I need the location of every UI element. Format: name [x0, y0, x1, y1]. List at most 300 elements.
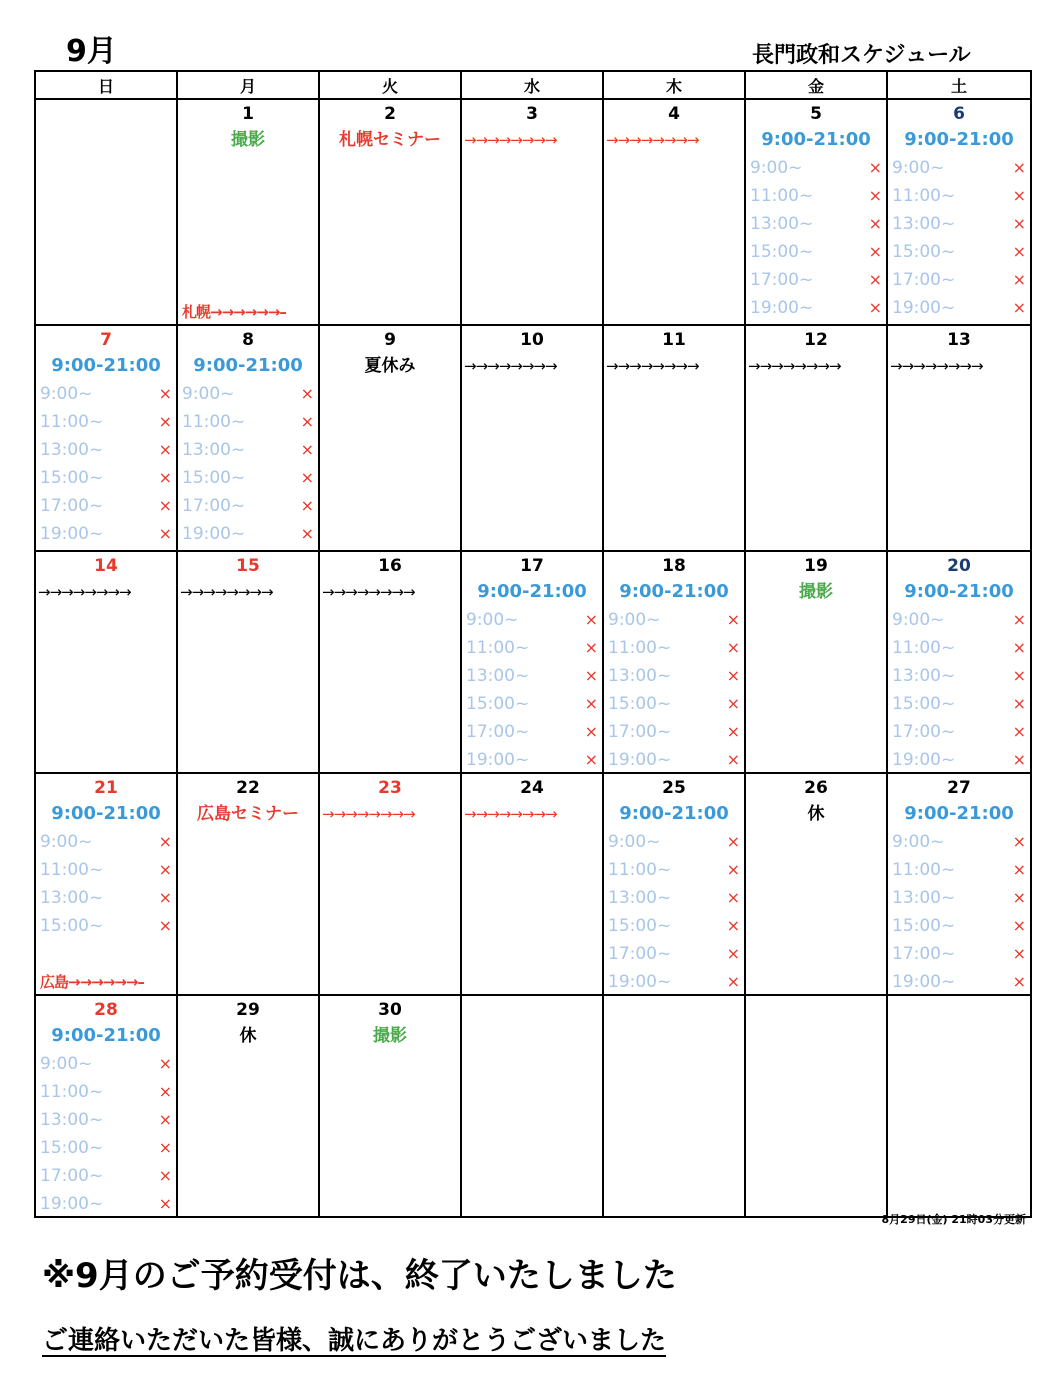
time-slot: [36, 436, 176, 464]
continuation-arrow: →→→→→→→→: [38, 583, 131, 601]
unavailable-mark: ×: [726, 888, 740, 907]
day-cell-content: [178, 996, 318, 1216]
weekday-header: 水: [461, 71, 603, 99]
business-hours: 9:00-21:00: [904, 581, 1014, 602]
day-number: 27: [947, 778, 971, 798]
time-slot: [462, 662, 602, 690]
business-hours: 9:00-21:00: [477, 581, 587, 602]
time-slot-label: 17:00~: [608, 944, 672, 964]
unavailable-mark: ×: [1012, 750, 1026, 769]
event-note: 撮影: [799, 582, 833, 602]
unavailable-mark: ×: [1012, 270, 1026, 289]
weekday-header-row: [35, 71, 1031, 99]
day-cell-content: [320, 774, 460, 994]
last-updated: 8月29日(金) 21時03分更新: [881, 1213, 1026, 1226]
day-cell: [887, 99, 1031, 325]
day-number: 28: [94, 1000, 118, 1020]
time-slot: [888, 884, 1030, 912]
day-cell-content: [462, 774, 602, 994]
day-number: 5: [810, 104, 822, 124]
time-slot-label: 13:00~: [40, 888, 104, 908]
day-cell-content: [746, 552, 886, 772]
continuation-arrow: →→→→→→→→: [322, 583, 415, 601]
time-slot: [36, 464, 176, 492]
unavailable-mark: ×: [726, 610, 740, 629]
weekday-header: 月: [177, 71, 319, 99]
day-number: [462, 996, 602, 1022]
business-hours: 9:00-21:00: [193, 355, 303, 376]
day-cell-content: [604, 552, 744, 772]
time-slot: [604, 606, 744, 634]
time-slot-label: 13:00~: [40, 440, 104, 460]
weekday-header: 火: [319, 71, 461, 99]
time-slot-label: 9:00~: [892, 832, 945, 852]
time-slot: [462, 690, 602, 718]
weekday-header: 日: [35, 71, 177, 99]
schedule-title: 長門政和スケジュール: [752, 43, 971, 68]
business-hours: 9:00-21:00: [904, 129, 1014, 150]
day-cell-content: [462, 552, 602, 772]
time-slot-label: 15:00~: [892, 694, 956, 714]
day-cell: [887, 325, 1031, 551]
calendar-body: [35, 99, 1031, 1217]
unavailable-mark: ×: [726, 750, 740, 769]
day-cell: [177, 995, 319, 1217]
time-slot-label: 9:00~: [892, 610, 945, 630]
unavailable-mark: ×: [726, 694, 740, 713]
time-slot: [604, 828, 744, 856]
day-cell: [35, 551, 177, 773]
time-slot: [178, 380, 318, 408]
time-slot-label: 13:00~: [608, 888, 672, 908]
day-number: 9: [384, 330, 396, 350]
unavailable-mark: ×: [158, 496, 172, 515]
unavailable-mark: ×: [726, 832, 740, 851]
unavailable-mark: ×: [726, 972, 740, 991]
unavailable-mark: ×: [158, 860, 172, 879]
continuation-arrow: →→→→→→→→: [606, 357, 699, 375]
unavailable-mark: ×: [158, 832, 172, 851]
day-cell-content: [888, 100, 1030, 324]
day-cell: [461, 995, 603, 1217]
time-slot: [36, 1106, 176, 1134]
time-slot-label: 11:00~: [892, 186, 956, 206]
time-slot-label: 9:00~: [40, 384, 93, 404]
unavailable-mark: ×: [726, 722, 740, 741]
time-slot: [36, 1050, 176, 1078]
business-hours: 9:00-21:00: [51, 803, 161, 824]
time-slot-label: 19:00~: [40, 524, 104, 544]
day-cell-content: [888, 774, 1030, 994]
time-slot: [888, 238, 1030, 266]
day-cell: [461, 325, 603, 551]
day-number: 15: [236, 556, 260, 576]
day-number: 22: [236, 778, 260, 798]
time-slot: [178, 464, 318, 492]
day-number: 30: [378, 1000, 402, 1020]
time-slot: [888, 154, 1030, 182]
unavailable-mark: ×: [584, 638, 598, 657]
day-cell-content: [604, 326, 744, 550]
day-cell-content: [178, 326, 318, 550]
day-number: [604, 996, 744, 1022]
unavailable-mark: ×: [1012, 832, 1026, 851]
day-cell: [35, 773, 177, 995]
time-slot-label: 9:00~: [466, 610, 519, 630]
unavailable-mark: ×: [1012, 888, 1026, 907]
day-cell: [887, 995, 1031, 1217]
time-slot: [178, 408, 318, 436]
day-number: 19: [804, 556, 828, 576]
unavailable-mark: ×: [868, 270, 882, 289]
time-slot-label: 19:00~: [892, 972, 956, 992]
week-row: [35, 551, 1031, 773]
unavailable-mark: ×: [584, 666, 598, 685]
time-slot-label: 17:00~: [182, 496, 246, 516]
time-slot-label: 13:00~: [182, 440, 246, 460]
day-number: 24: [520, 778, 544, 798]
calendar-table: [34, 70, 1032, 1218]
unavailable-mark: ×: [868, 214, 882, 233]
time-slot-label: 9:00~: [182, 384, 235, 404]
day-number: 17: [520, 556, 544, 576]
day-number: 10: [520, 330, 544, 350]
day-number: 20: [947, 556, 971, 576]
time-slot-label: 11:00~: [892, 860, 956, 880]
trip-arrow: 広島→→→→→→–: [40, 973, 144, 991]
event-note: 夏休み: [364, 356, 416, 376]
unavailable-mark: ×: [584, 694, 598, 713]
day-cell: [745, 99, 887, 325]
time-slot: [36, 1162, 176, 1190]
unavailable-mark: ×: [158, 412, 172, 431]
day-cell: [177, 551, 319, 773]
day-cell: [745, 773, 887, 995]
day-cell-content: [604, 100, 744, 324]
day-cell-content: [36, 552, 176, 772]
day-cell: [35, 995, 177, 1217]
day-number: 13: [947, 330, 971, 350]
continuation-arrow: →→→→→→→→: [464, 131, 557, 149]
event-note: 撮影: [373, 1026, 407, 1046]
time-slot: [36, 856, 176, 884]
time-slot: [36, 828, 176, 856]
day-cell: [319, 995, 461, 1217]
day-cell: [603, 99, 745, 325]
time-slot-label: 19:00~: [892, 750, 956, 770]
time-slot: [888, 912, 1030, 940]
day-cell-content: [320, 996, 460, 1216]
day-cell: [35, 99, 177, 325]
day-number: 16: [378, 556, 402, 576]
time-slot: [462, 718, 602, 746]
continuation-arrow: →→→→→→→→: [606, 131, 699, 149]
event-note: 撮影: [231, 130, 265, 150]
weekday-header: 土: [887, 71, 1031, 99]
unavailable-mark: ×: [1012, 242, 1026, 261]
continuation-arrow: →→→→→→→→: [464, 805, 557, 823]
unavailable-mark: ×: [726, 860, 740, 879]
time-slot-label: 13:00~: [892, 666, 956, 686]
continuation-arrow: →→→→→→→→: [748, 357, 841, 375]
unavailable-mark: ×: [1012, 944, 1026, 963]
time-slot: [604, 940, 744, 968]
time-slot-label: 9:00~: [750, 158, 803, 178]
time-slot-label: 19:00~: [608, 750, 672, 770]
day-cell: [319, 99, 461, 325]
time-slot: [36, 380, 176, 408]
unavailable-mark: ×: [1012, 916, 1026, 935]
time-slot-label: 19:00~: [40, 1194, 104, 1214]
time-slot-label: 15:00~: [466, 694, 530, 714]
time-slot: [36, 884, 176, 912]
time-slot: [746, 154, 886, 182]
unavailable-mark: ×: [300, 496, 314, 515]
weekday-header: 木: [603, 71, 745, 99]
day-cell: [461, 99, 603, 325]
day-number: 18: [662, 556, 686, 576]
unavailable-mark: ×: [158, 888, 172, 907]
time-slot: [888, 294, 1030, 322]
unavailable-mark: ×: [1012, 610, 1026, 629]
time-slot-label: 11:00~: [608, 860, 672, 880]
time-slot: [604, 884, 744, 912]
day-cell-content: [320, 552, 460, 772]
business-hours: 9:00-21:00: [761, 129, 871, 150]
unavailable-mark: ×: [158, 524, 172, 543]
day-cell-content: [604, 774, 744, 994]
unavailable-mark: ×: [300, 384, 314, 403]
unavailable-mark: ×: [584, 722, 598, 741]
time-slot: [888, 690, 1030, 718]
weekday-header: 金: [745, 71, 887, 99]
time-slot-label: 13:00~: [466, 666, 530, 686]
time-slot: [36, 912, 176, 940]
day-cell: [177, 773, 319, 995]
day-number: [746, 996, 886, 1022]
day-cell: [745, 325, 887, 551]
time-slot: [178, 492, 318, 520]
time-slot: [36, 520, 176, 548]
day-number: 8: [242, 330, 254, 350]
time-slot-label: 13:00~: [608, 666, 672, 686]
time-slot: [604, 968, 744, 995]
time-slot: [888, 968, 1030, 995]
time-slot-label: 9:00~: [608, 832, 661, 852]
time-slot: [462, 606, 602, 634]
time-slot: [888, 182, 1030, 210]
continuation-arrow: →→→→→→→→: [322, 805, 415, 823]
day-cell: [35, 325, 177, 551]
time-slot-label: 15:00~: [40, 916, 104, 936]
day-cell: [319, 773, 461, 995]
time-slot: [604, 634, 744, 662]
time-slot: [888, 940, 1030, 968]
time-slot-label: 11:00~: [892, 638, 956, 658]
time-slot: [746, 210, 886, 238]
continuation-arrow: →→→→→→→→: [890, 357, 983, 375]
day-cell: [177, 325, 319, 551]
day-cell-content: [888, 996, 1030, 1216]
time-slot-label: 15:00~: [892, 916, 956, 936]
time-slot-label: 19:00~: [466, 750, 530, 770]
day-number: 14: [94, 556, 118, 576]
unavailable-mark: ×: [726, 944, 740, 963]
time-slot: [462, 746, 602, 773]
day-cell-content: [462, 100, 602, 324]
day-cell: [745, 551, 887, 773]
week-row: [35, 99, 1031, 325]
day-number: 26: [804, 778, 828, 798]
time-slot: [604, 662, 744, 690]
time-slot: [36, 408, 176, 436]
unavailable-mark: ×: [158, 916, 172, 935]
day-cell-content: [178, 774, 318, 994]
event-note: 休: [807, 804, 825, 824]
time-slot: [888, 718, 1030, 746]
unavailable-mark: ×: [158, 1166, 172, 1185]
unavailable-mark: ×: [868, 242, 882, 261]
unavailable-mark: ×: [584, 750, 598, 769]
time-slot: [888, 828, 1030, 856]
unavailable-mark: ×: [1012, 186, 1026, 205]
week-row: [35, 995, 1031, 1217]
day-cell-content: [320, 100, 460, 324]
time-slot-label: 11:00~: [608, 638, 672, 658]
unavailable-mark: ×: [158, 1110, 172, 1129]
day-cell: [177, 99, 319, 325]
time-slot: [888, 856, 1030, 884]
day-cell: [603, 325, 745, 551]
day-cell: [887, 773, 1031, 995]
day-number: 1: [242, 104, 254, 124]
unavailable-mark: ×: [300, 468, 314, 487]
time-slot: [888, 746, 1030, 773]
time-slot-label: 15:00~: [608, 694, 672, 714]
time-slot: [604, 912, 744, 940]
time-slot: [746, 182, 886, 210]
day-cell-content: [178, 552, 318, 772]
time-slot-label: 11:00~: [40, 860, 104, 880]
week-row: [35, 773, 1031, 995]
unavailable-mark: ×: [1012, 722, 1026, 741]
unavailable-mark: ×: [1012, 638, 1026, 657]
day-number: 6: [953, 104, 965, 124]
time-slot: [888, 606, 1030, 634]
time-slot-label: 17:00~: [892, 722, 956, 742]
day-number: 29: [236, 1000, 260, 1020]
day-cell: [603, 551, 745, 773]
unavailable-mark: ×: [1012, 214, 1026, 233]
time-slot-label: 11:00~: [40, 1082, 104, 1102]
week-row: [35, 325, 1031, 551]
time-slot-label: 17:00~: [466, 722, 530, 742]
day-number: 12: [804, 330, 828, 350]
unavailable-mark: ×: [1012, 298, 1026, 317]
time-slot-label: 9:00~: [608, 610, 661, 630]
time-slot-label: 19:00~: [182, 524, 246, 544]
day-number: 21: [94, 778, 118, 798]
time-slot: [746, 294, 886, 322]
unavailable-mark: ×: [158, 384, 172, 403]
day-cell: [745, 995, 887, 1217]
day-cell-content: [36, 774, 176, 994]
continuation-arrow: →→→→→→→→: [180, 583, 273, 601]
unavailable-mark: ×: [868, 186, 882, 205]
time-slot: [604, 690, 744, 718]
time-slot: [604, 746, 744, 773]
unavailable-mark: ×: [726, 666, 740, 685]
time-slot: [36, 1078, 176, 1106]
time-slot-label: 9:00~: [40, 832, 93, 852]
time-slot-label: 11:00~: [40, 412, 104, 432]
business-hours: 9:00-21:00: [51, 1025, 161, 1046]
time-slot-label: 11:00~: [750, 186, 814, 206]
unavailable-mark: ×: [868, 298, 882, 317]
day-number: 3: [526, 104, 538, 124]
day-cell-content: [320, 326, 460, 550]
time-slot-label: 15:00~: [608, 916, 672, 936]
unavailable-mark: ×: [300, 412, 314, 431]
day-cell: [319, 325, 461, 551]
time-slot: [604, 718, 744, 746]
day-number: [888, 996, 1030, 1022]
time-slot: [178, 520, 318, 548]
time-slot: [604, 856, 744, 884]
unavailable-mark: ×: [584, 610, 598, 629]
thanks-message: ご連絡いただいた皆様、誠にありがとうございました: [42, 1326, 667, 1356]
unavailable-mark: ×: [158, 468, 172, 487]
business-hours: 9:00-21:00: [619, 803, 729, 824]
day-number: [36, 100, 176, 126]
unavailable-mark: ×: [868, 158, 882, 177]
event-note: 札幌セミナー: [339, 130, 441, 150]
day-cell-content: [746, 100, 886, 324]
time-slot: [746, 238, 886, 266]
day-cell-content: [36, 100, 176, 324]
event-note: 広島セミナー: [197, 804, 299, 824]
time-slot-label: 15:00~: [182, 468, 246, 488]
day-cell: [319, 551, 461, 773]
unavailable-mark: ×: [158, 1194, 172, 1213]
day-cell-content: [36, 996, 176, 1216]
unavailable-mark: ×: [300, 524, 314, 543]
day-cell-content: [888, 552, 1030, 772]
day-cell-content: [36, 326, 176, 550]
unavailable-mark: ×: [300, 440, 314, 459]
time-slot-label: 9:00~: [40, 1054, 93, 1074]
unavailable-mark: ×: [158, 1082, 172, 1101]
unavailable-mark: ×: [1012, 158, 1026, 177]
business-hours: 9:00-21:00: [51, 355, 161, 376]
unavailable-mark: ×: [158, 440, 172, 459]
time-slot-label: 17:00~: [40, 1166, 104, 1186]
day-number: 4: [668, 104, 680, 124]
month-title: 9月: [66, 34, 117, 69]
time-slot-label: 19:00~: [608, 972, 672, 992]
time-slot: [462, 634, 602, 662]
day-cell-content: [746, 996, 886, 1216]
time-slot: [888, 210, 1030, 238]
time-slot-label: 15:00~: [750, 242, 814, 262]
time-slot-label: 19:00~: [892, 298, 956, 318]
day-cell-content: [746, 774, 886, 994]
trip-arrow: 札幌→→→→→→–: [182, 303, 286, 321]
unavailable-mark: ×: [158, 1138, 172, 1157]
day-cell: [603, 773, 745, 995]
time-slot: [888, 662, 1030, 690]
unavailable-mark: ×: [1012, 972, 1026, 991]
